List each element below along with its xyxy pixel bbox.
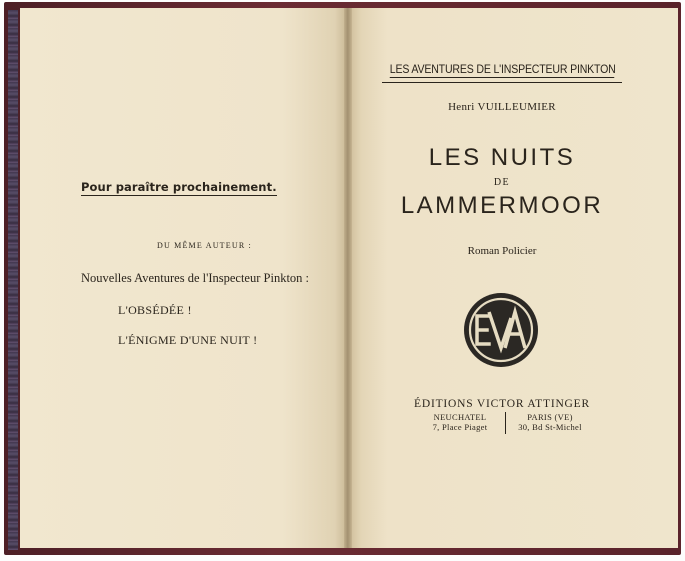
book-title-item: L'OBSÉDÉE ! — [118, 303, 192, 317]
right-page — [348, 8, 678, 548]
author-name: Henri VUILLEUMIER — [448, 101, 556, 113]
address-street: 30, Bd St-Michel — [518, 422, 582, 432]
address-neuchatel — [420, 412, 500, 432]
book-title-item: L'ÉNIGME D'UNE NUIT ! — [118, 333, 258, 347]
address-city: NEUCHATEL — [433, 412, 487, 422]
genre-label: Roman Policier — [467, 245, 537, 257]
series-title: LES AVENTURES DE L'INSPECTEUR PINKTON — [389, 64, 616, 76]
address-street: 7, Place Piaget — [432, 422, 488, 432]
publisher-addresses — [420, 412, 590, 436]
publisher-name: ÉDITIONS VICTOR ATTINGER — [414, 398, 590, 410]
same-author-label: DU MÊME AUTEUR : — [157, 241, 252, 250]
book-title-connector: DE — [493, 177, 511, 188]
address-paris — [510, 412, 590, 432]
book-title-line2: LAMMERMOOR — [400, 192, 604, 219]
book-gutter — [344, 8, 352, 548]
series-list-heading: Nouvelles Aventures de l'Inspecteur Pinkton : — [81, 271, 310, 285]
forthcoming-heading: Pour paraître prochainement. — [81, 180, 277, 194]
book-title-line1: LES NUITS — [428, 144, 576, 171]
address-city: PARIS (VE) — [527, 412, 573, 422]
series-rule — [382, 82, 622, 83]
address-divider — [505, 412, 506, 434]
cover-spine — [8, 10, 18, 550]
publisher-logo — [463, 292, 539, 368]
